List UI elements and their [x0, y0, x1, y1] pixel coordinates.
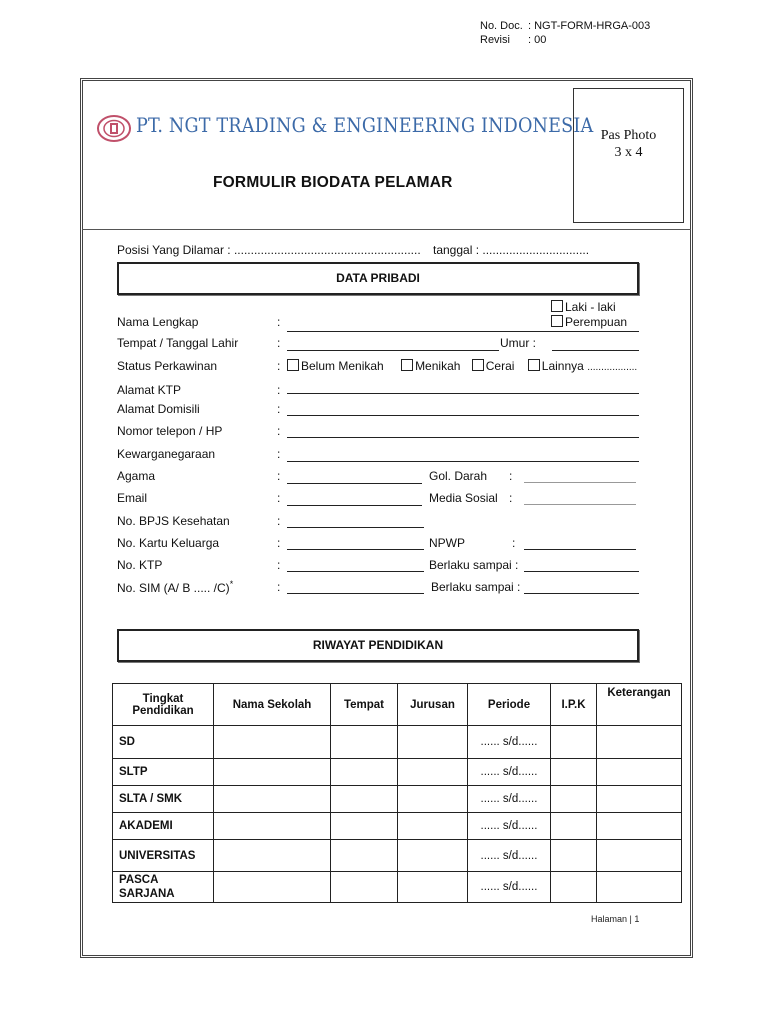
level-cell: SLTP [113, 759, 214, 786]
alamat-ktp-label: Alamat KTP [117, 383, 182, 397]
berlaku-ktp-input-line[interactable] [524, 571, 639, 572]
level-cell: UNIVERSITAS [113, 840, 214, 872]
level-cell: PASCA SARJANA [113, 872, 214, 903]
npwp-input-line[interactable] [524, 549, 636, 550]
tempat-cell[interactable] [331, 872, 398, 903]
colon: : [277, 536, 281, 550]
level-cell: AKADEMI [113, 813, 214, 840]
periode-cell[interactable]: ...... s/d...... [468, 813, 551, 840]
keterangan-cell[interactable] [597, 726, 682, 759]
keterangan-cell[interactable] [597, 840, 682, 872]
header-jurusan: Jurusan [398, 684, 468, 726]
table-row [113, 813, 682, 840]
sim-text: No. SIM (A/ B ..... /C) [117, 581, 230, 595]
colon: : [277, 447, 281, 461]
lainnya-dots: .................. [587, 362, 638, 373]
section-data-pribadi: DATA PRIBADI [117, 262, 639, 295]
company-logo-icon [97, 115, 131, 142]
doc-number-value: : NGT-FORM-HRGA-003 [528, 20, 651, 32]
section-riwayat-pendidikan: RIWAYAT PENDIDIKAN [117, 629, 639, 662]
ipk-cell[interactable] [551, 840, 597, 872]
form-title: FORMULIR BIODATA PELAMAR [213, 174, 453, 191]
page-number: Halaman | 1 [591, 914, 640, 924]
ktp-input-line[interactable] [287, 571, 424, 572]
periode-cell[interactable]: ...... s/d...... [468, 726, 551, 759]
berlaku-ktp-label: Berlaku sampai : [429, 558, 519, 572]
jurusan-cell[interactable] [398, 726, 468, 759]
kewarganegaraan-label: Kewarganegaraan [117, 447, 216, 461]
status-menikah[interactable] [401, 359, 460, 373]
ipk-cell[interactable] [551, 786, 597, 813]
table-row [113, 840, 682, 872]
nama-label: Nama Lengkap [117, 315, 199, 329]
ipk-cell[interactable] [551, 759, 597, 786]
colon: : [277, 580, 281, 594]
posisi-label: Posisi Yang Dilamar : [117, 243, 231, 257]
colon: : [277, 491, 281, 505]
male-checkbox[interactable] [551, 300, 563, 312]
female-checkbox[interactable] [551, 315, 563, 327]
bpjs-input-line[interactable] [287, 527, 424, 528]
gol-darah-input-line[interactable] [524, 482, 636, 483]
table-row [113, 726, 682, 759]
ipk-cell[interactable] [551, 813, 597, 840]
jurusan-cell[interactable] [398, 813, 468, 840]
tempat-cell[interactable] [331, 726, 398, 759]
nama-sekolah-cell[interactable] [214, 759, 331, 786]
revision-label: Revisi [480, 34, 510, 46]
male-label: Laki - laki [565, 300, 616, 314]
keterangan-cell[interactable] [597, 786, 682, 813]
posisi-dots[interactable]: ........................................................ [233, 243, 421, 257]
periode-cell[interactable]: ...... s/d...... [468, 786, 551, 813]
kk-input-line[interactable] [287, 549, 424, 550]
media-sosial-label: Media Sosial [429, 491, 498, 505]
agama-input-line[interactable] [287, 483, 422, 484]
jurusan-cell[interactable] [398, 786, 468, 813]
menikah-label: Menikah [415, 359, 461, 373]
belum-menikah-checkbox[interactable] [287, 359, 299, 371]
nama-input-line[interactable] [287, 331, 639, 332]
colon: : [277, 315, 281, 329]
telepon-input-line[interactable] [287, 437, 639, 438]
colon: : [512, 536, 516, 550]
telepon-label: Nomor telepon / HP [117, 424, 223, 438]
alamat-domisili-input-line[interactable] [287, 415, 639, 416]
header-ipk: I.P.K [551, 684, 597, 726]
colon: : [509, 491, 513, 505]
bpjs-label: No. BPJS Kesehatan [117, 514, 230, 528]
header-nama-sekolah: Nama Sekolah [214, 684, 331, 726]
agama-label: Agama [117, 469, 156, 483]
education-table [112, 683, 682, 903]
doc-number-label: No. Doc. [480, 20, 523, 32]
status-cerai[interactable] [472, 359, 515, 373]
nama-sekolah-cell[interactable] [214, 872, 331, 903]
colon: : [277, 424, 281, 438]
nama-sekolah-cell[interactable] [214, 813, 331, 840]
table-row [113, 872, 682, 903]
umur-label: Umur : [500, 336, 536, 350]
status-lainnya[interactable] [528, 359, 637, 373]
keterangan-cell[interactable] [597, 872, 682, 903]
status-label: Status Perkawinan [117, 359, 218, 373]
keterangan-cell[interactable] [597, 813, 682, 840]
colon: : [277, 469, 281, 483]
posisi-row [117, 243, 421, 257]
gender-male[interactable] [551, 300, 616, 314]
photo-box [573, 88, 684, 223]
company-name: PT. NGT TRADING & ENGINEERING INDONESIA [136, 113, 594, 137]
colon: : [277, 359, 281, 373]
sim-footnote-mark: * [229, 579, 234, 589]
photo-label: Pas Photo [600, 128, 657, 143]
alamat-ktp-input-line[interactable] [287, 393, 639, 394]
level-cell: SD [113, 726, 214, 759]
email-label: Email [117, 491, 148, 505]
tempat-cell[interactable] [331, 759, 398, 786]
colon: : [277, 336, 281, 350]
sim-label [117, 579, 233, 595]
header-tingkat: Tingkat Pendidikan [113, 684, 214, 726]
colon: : [277, 402, 281, 416]
revision-value: : 00 [528, 34, 547, 46]
kk-label: No. Kartu Keluarga [117, 536, 220, 550]
nama-sekolah-cell[interactable] [214, 726, 331, 759]
berlaku-sim-input-line[interactable] [524, 593, 639, 594]
cerai-checkbox[interactable] [472, 359, 484, 371]
alamat-domisili-label: Alamat Domisili [117, 402, 200, 416]
photo-size: 3 x 4 [614, 145, 643, 160]
ipk-cell[interactable] [551, 726, 597, 759]
nama-sekolah-cell[interactable] [214, 840, 331, 872]
colon: : [277, 514, 281, 528]
lainnya-checkbox[interactable] [528, 359, 540, 371]
npwp-label: NPWP [429, 536, 465, 550]
header-divider [82, 229, 691, 230]
tempat-cell[interactable] [331, 840, 398, 872]
gender-female[interactable] [551, 315, 627, 329]
ipk-cell[interactable] [551, 872, 597, 903]
ttl-input-line[interactable] [287, 350, 499, 351]
periode-cell[interactable]: ...... s/d...... [468, 872, 551, 903]
menikah-checkbox[interactable] [401, 359, 413, 371]
colon: : [277, 558, 281, 572]
tempat-cell[interactable] [331, 813, 398, 840]
berlaku-sim-label: Berlaku sampai : [431, 580, 521, 594]
belum-menikah-label: Belum Menikah [301, 359, 384, 373]
colon: : [509, 469, 513, 483]
table-row [113, 759, 682, 786]
nama-sekolah-cell[interactable] [214, 786, 331, 813]
document-meta [480, 19, 650, 47]
umur-input-line[interactable] [552, 350, 639, 351]
sim-input-line[interactable] [287, 593, 424, 594]
gol-darah-label: Gol. Darah [429, 469, 488, 483]
jurusan-cell[interactable] [398, 840, 468, 872]
table-header-row [113, 684, 682, 726]
media-sosial-input-line[interactable] [524, 504, 636, 505]
lainnya-label: Lainnya [541, 359, 584, 373]
keterangan-cell[interactable] [597, 759, 682, 786]
header-keterangan: Keterangan [597, 684, 682, 726]
tempat-cell[interactable] [331, 786, 398, 813]
header-periode: Periode [468, 684, 551, 726]
cerai-label: Cerai [485, 359, 515, 373]
jurusan-cell[interactable] [398, 759, 468, 786]
female-label: Perempuan [565, 315, 628, 329]
ktp-label: No. KTP [117, 558, 163, 572]
ttl-label: Tempat / Tanggal Lahir [117, 336, 239, 350]
status-belum-menikah[interactable] [287, 359, 384, 373]
header-tempat: Tempat [331, 684, 398, 726]
kewarganegaraan-input-line[interactable] [287, 461, 639, 462]
periode-cell[interactable]: ...... s/d...... [468, 759, 551, 786]
jurusan-cell[interactable] [398, 872, 468, 903]
table-row [113, 786, 682, 813]
status-options [287, 359, 637, 373]
tanggal-label: tanggal : [433, 243, 480, 257]
colon: : [277, 383, 281, 397]
email-input-line[interactable] [287, 505, 422, 506]
tanggal-dots[interactable]: ................................ [482, 243, 590, 257]
periode-cell[interactable]: ...... s/d...... [468, 840, 551, 872]
level-cell: SLTA / SMK [113, 786, 214, 813]
tanggal-row [433, 243, 589, 257]
